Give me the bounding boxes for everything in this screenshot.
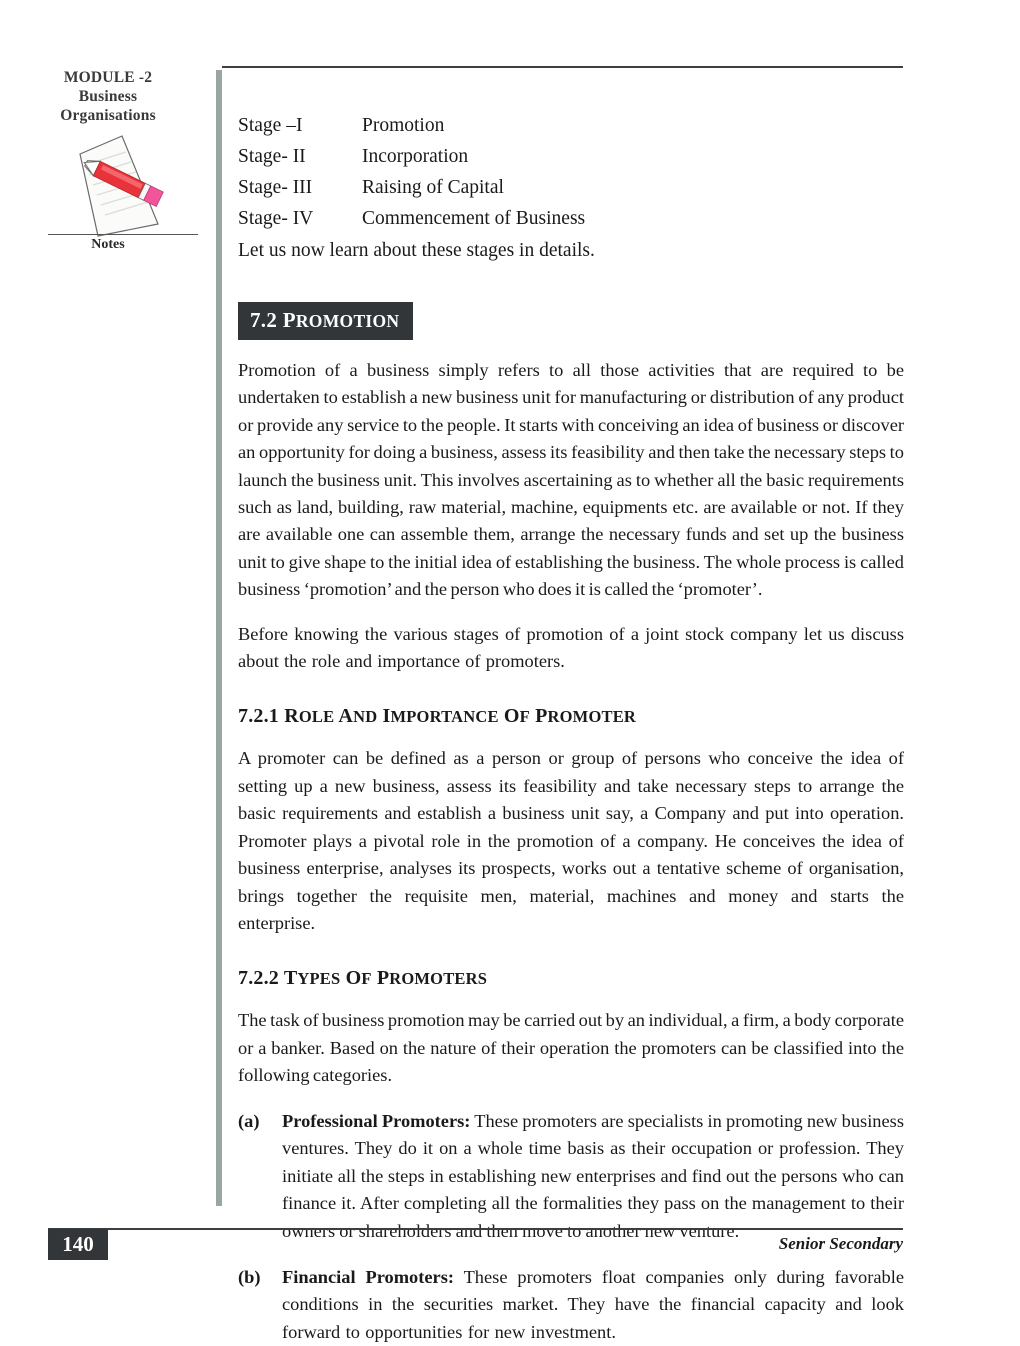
subsection-number: 7.2.2: [238, 967, 279, 989]
stage-value: Promotion: [362, 115, 444, 136]
word-cap: I: [383, 705, 391, 727]
section-title-rest: ROMOTION: [296, 311, 400, 331]
stage-value: Raising of Capital: [362, 177, 504, 198]
word-rest: ND: [353, 707, 377, 726]
list-item-marker: (a): [238, 1108, 259, 1136]
footer-label: Senior Secondary: [779, 1234, 903, 1254]
word-cap: O: [504, 705, 520, 727]
word-cap: R: [284, 705, 299, 727]
vertical-divider-bar: [216, 70, 222, 1206]
stages-note: Let us now learn about these stages in details.: [238, 235, 904, 266]
subsection-word: [338, 705, 377, 727]
subsection-word: [284, 705, 334, 727]
notes-divider: [48, 234, 198, 235]
list-item-text: These promoters are specialists in promoting new business ventures. They do it on a whole time basis as their occupation or profession. They initiate all the steps in establishing new enterprises and find out the persons who can finance it. After completing all the formalities they pass on the management to their owners or shareholders and then move to another new venture.: [282, 1111, 904, 1241]
word-rest: MPORTANCE: [391, 707, 499, 726]
stage-label: Stage- II: [238, 141, 362, 172]
word-rest: F: [361, 969, 371, 988]
subsection-word: [284, 967, 341, 989]
module-line-2: Business: [0, 87, 216, 106]
word-rest: OLE: [299, 707, 334, 726]
module-line-3: Organisations: [0, 106, 216, 125]
stage-row: [238, 203, 904, 234]
subsection-word: [535, 705, 636, 727]
top-horizontal-rule: [222, 66, 903, 68]
list-item: [238, 1108, 904, 1246]
module-sidebar: [0, 60, 216, 1210]
stage-value: Incorporation: [362, 146, 468, 167]
notepad-pencil-icon: [58, 132, 178, 242]
stage-list: [238, 110, 904, 234]
word-cap: O: [346, 967, 362, 989]
paragraph-promotion-2: Before knowing the various stages of promotion of a joint stock company let us discuss about the role and importance of promoters.: [238, 621, 904, 676]
stage-label: Stage- IV: [238, 203, 362, 234]
stage-row: [238, 110, 904, 141]
list-item-text: These promoters float companies only during favorable conditions in the securities market. They have the financial capacity and look forward to opportunities for new investment.: [282, 1267, 904, 1342]
word-cap: P: [535, 705, 547, 727]
word-rest: F: [520, 707, 530, 726]
list-item-lead: Financial Promoters:: [282, 1267, 454, 1287]
stage-row: [238, 141, 904, 172]
list-item-lead: Professional Promoters:: [282, 1111, 470, 1131]
word-rest: ROMOTER: [548, 707, 636, 726]
section-title-cap: P: [283, 308, 296, 332]
stage-row: [238, 172, 904, 203]
subsection-word: [346, 967, 372, 989]
footer-rule: [48, 1228, 903, 1230]
word-cap: T: [284, 967, 298, 989]
subsection-heading-722: [238, 967, 904, 990]
list-item: [238, 1264, 904, 1346]
word-rest: YPES: [297, 969, 340, 988]
module-line-1: MODULE -2: [0, 68, 216, 87]
paragraph-promotion-1: Promotion of a business simply refers to all those activities that are required to be undertaken to establish a new business unit for manufacturing or distribution of any product or provide any service to the people. It starts with conceiving an idea of business or discover an opportunity for doing a business, assess its feasibility and then take the necessary steps to launch the business unit. This involves ascertaining as to whether all the basic requirements such as land, building, raw material, machine, equipments etc. are available or not. If they are available one can assemble them, arrange the necessary funds and set up the business unit to give shape to the initial idea of establishing the business. The whole process is called business ‘promotion’ and the person who does it is called the ‘promoter’.: [238, 357, 904, 604]
subsection-word: [504, 705, 530, 727]
section-number: 7.2: [250, 308, 277, 332]
list-item-marker: (b): [238, 1264, 260, 1292]
word-cap: P: [377, 967, 389, 989]
page-content: [238, 110, 904, 1346]
word-cap: A: [338, 705, 353, 727]
page-number-badge: 140: [48, 1229, 108, 1260]
subsection-word: [377, 967, 487, 989]
subsection-heading-721: [238, 705, 904, 728]
section-heading: [238, 302, 413, 340]
paragraph-types-body: The task of business promotion may be carried out by an individual, a firm, a body corporate or a banker. Based on the nature of their operation the promoters can be classified into the following categories.: [238, 1007, 904, 1089]
subsection-number: 7.2.1: [238, 705, 279, 727]
notes-label: Notes: [0, 237, 216, 253]
stage-label: Stage- III: [238, 172, 362, 203]
subsection-word: [383, 705, 499, 727]
stage-value: Commencement of Business: [362, 208, 585, 229]
paragraph-role-body: A promoter can be defined as a person or group of persons who conceive the idea of setting up a new business, assess its feasibility and take necessary steps to arrange the basic requirements and establish a business unit say, a Company and put into operation. Promoter plays a pivotal role in the promotion of a company. He conceives the idea of business enterprise, analyses its prospects, works out a tentative scheme of organisation, brings together the requisite men, material, machines and money and starts the enterprise.: [238, 745, 904, 937]
word-rest: ROMOTERS: [389, 969, 487, 988]
stage-label: Stage –I: [238, 110, 362, 141]
module-heading: [0, 60, 216, 125]
